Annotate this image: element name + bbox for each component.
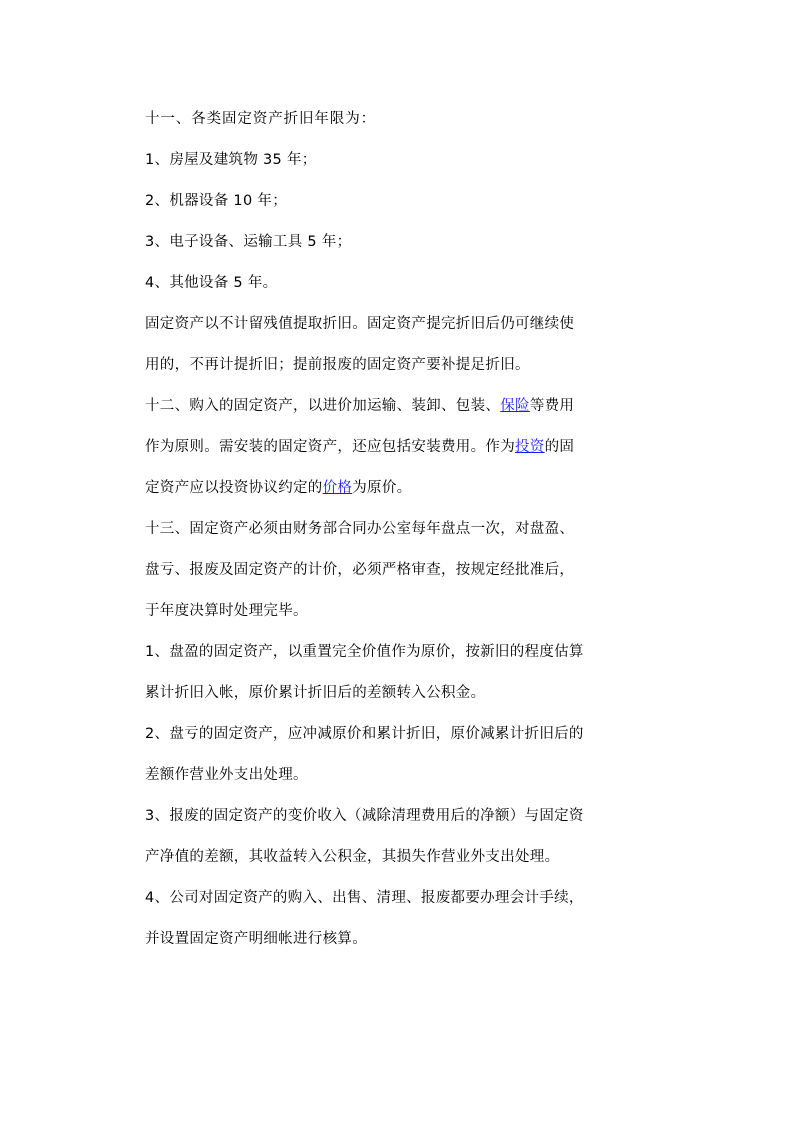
section11-heading: 十一、各类固定资产折旧年限为： [145,111,376,127]
section13-line3: 于年度决算时处理完毕。 [145,603,308,619]
section12-line1 [145,392,655,433]
section11-note-line1: 固定资产以不计留残值提取折旧。固定资产提完折旧后仍可继续使 [145,316,575,332]
section11-item4: 4、其他设备 5 年。 [145,275,278,291]
section13-line1: 十三、固定资产必须由财务部合同办公室每年盘点一次，对盘盈、 [145,521,575,537]
section12-line2-text-a: 作为原则。需安装的固定资产，还应包括安装费用。作为 [145,439,515,455]
section13-line2: 盘亏、报废及固定资产的计价，必须严格审查，按规定经批准后， [145,562,575,578]
section13-item3-line2: 产净值的差额，其收益转入公积金，其损失作营业外支出处理。 [145,849,560,865]
section13-item4-line2: 并设置固定资产明细帐进行核算。 [145,931,367,947]
section12-line3 [145,474,655,515]
section11-item2: 2、机器设备 10 年； [145,193,287,209]
section11-note-line2: 用的，不再计提折旧；提前报废的固定资产要补提足折旧。 [145,357,530,373]
section13-item3-line1: 3、报废的固定资产的变价收入（减除清理费用后的净额）与固定资 [145,808,584,824]
document-body [145,105,655,966]
section13-item1-line2: 累计折旧入帐，原价累计折旧后的差额转入公积金。 [145,685,486,701]
investment-link[interactable]: 投资 [515,439,545,455]
price-link[interactable]: 价格 [322,480,353,496]
section13-item2-line1: 2、盘亏的固定资产，应冲减原价和累计折旧，原价减累计折旧后的 [145,726,584,742]
section11-item3: 3、电子设备、运输工具 5 年； [145,234,352,250]
section12-line1-text-a: 十二、购入的固定资产，以进价加运输、装卸、包装、 [145,398,501,414]
section12-line2-text-b: 的固 [544,439,575,455]
section13-item4-line1: 4、公司对固定资产的购入、出售、清理、报废都要办理会计手续， [145,890,584,906]
section12-line3-text-a: 定资产应以投资协议约定的 [145,480,323,496]
insurance-link[interactable]: 保险 [500,398,530,414]
section12-line3-text-b: 为原价。 [352,480,412,496]
section13-item1-line1: 1、盘盈的固定资产，以重置完全价值作为原价，按新旧的程度估算 [145,644,584,660]
section12-line2 [145,433,655,474]
section11-item1: 1、房屋及建筑物 35 年； [145,152,317,168]
section12-line1-text-b: 等费用 [529,398,575,414]
section13-item2-line2: 差额作营业外支出处理。 [145,767,308,783]
